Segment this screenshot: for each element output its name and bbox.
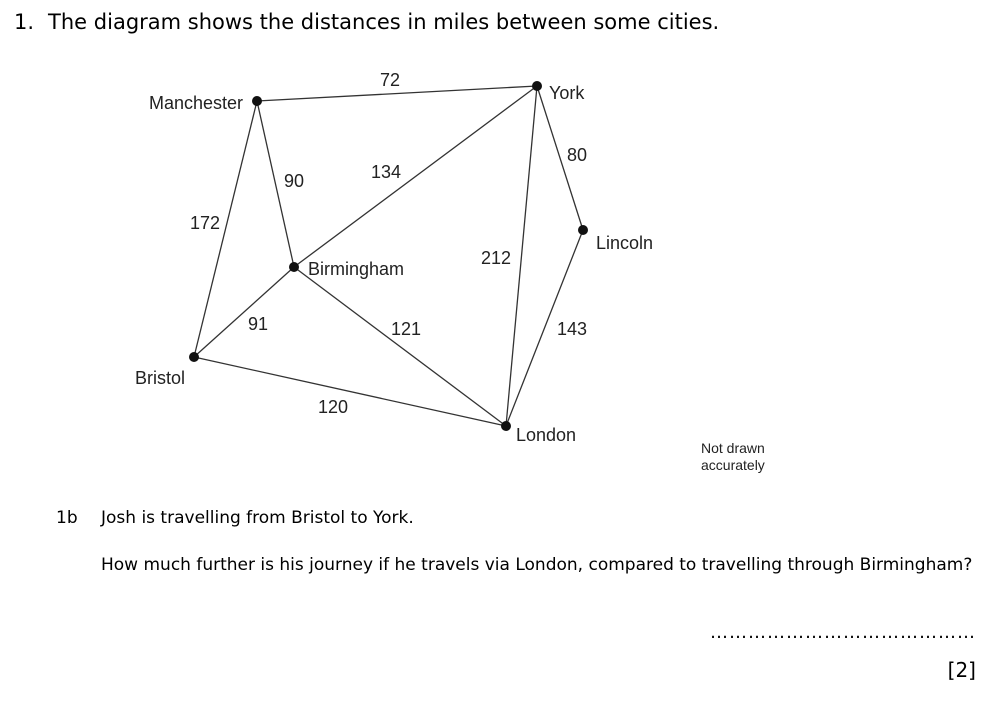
not-to-scale-note [701,440,765,474]
city-label-birmingham: Birmingham [308,259,405,279]
answer-line[interactable]: …………………………………… [710,622,976,643]
note-line-1: Not drawn [701,440,765,456]
city-node-london [501,421,511,431]
city-node-york [532,81,542,91]
distance-label-lincoln-london: 143 [556,319,588,339]
city-node-lincoln [578,225,588,235]
distance-label-york-birmingham: 134 [370,162,402,182]
city-label-york: York [549,83,585,103]
city-label-bristol: Bristol [135,368,186,388]
distance-label-birmingham-bristol: 91 [247,314,269,334]
distance-label-manchester-bristol: 172 [189,213,221,233]
part-b-question: How much further is his journey if he travels via London, compared to travelling through Birmingham? [101,555,973,575]
edge-york-birmingham [294,86,537,267]
question-text: The diagram shows the distances in miles between some cities. [48,10,720,34]
city-node-birmingham [289,262,299,272]
city-label-london: London [516,425,577,445]
distance-label-manchester-birmingham: 90 [283,171,305,191]
distance-label-manchester-york: 72 [379,70,401,90]
part-b-statement: Josh is travelling from Bristol to York. [101,508,414,528]
city-node-manchester [252,96,262,106]
city-node-bristol [189,352,199,362]
city-label-manchester: Manchester [148,93,243,113]
note-line-2: accurately [701,457,765,473]
distance-label-bristol-london: 120 [317,397,349,417]
distance-label-york-lincoln: 80 [566,145,588,165]
question-number: 1. [14,10,35,34]
part-b-number: 1b [56,508,78,528]
distance-label-birmingham-london: 121 [390,319,422,339]
edge-birmingham-bristol [194,267,294,357]
distance-label-york-london: 212 [480,248,512,268]
marks-indicator: [2] [947,658,976,682]
city-label-lincoln: Lincoln [596,233,654,253]
